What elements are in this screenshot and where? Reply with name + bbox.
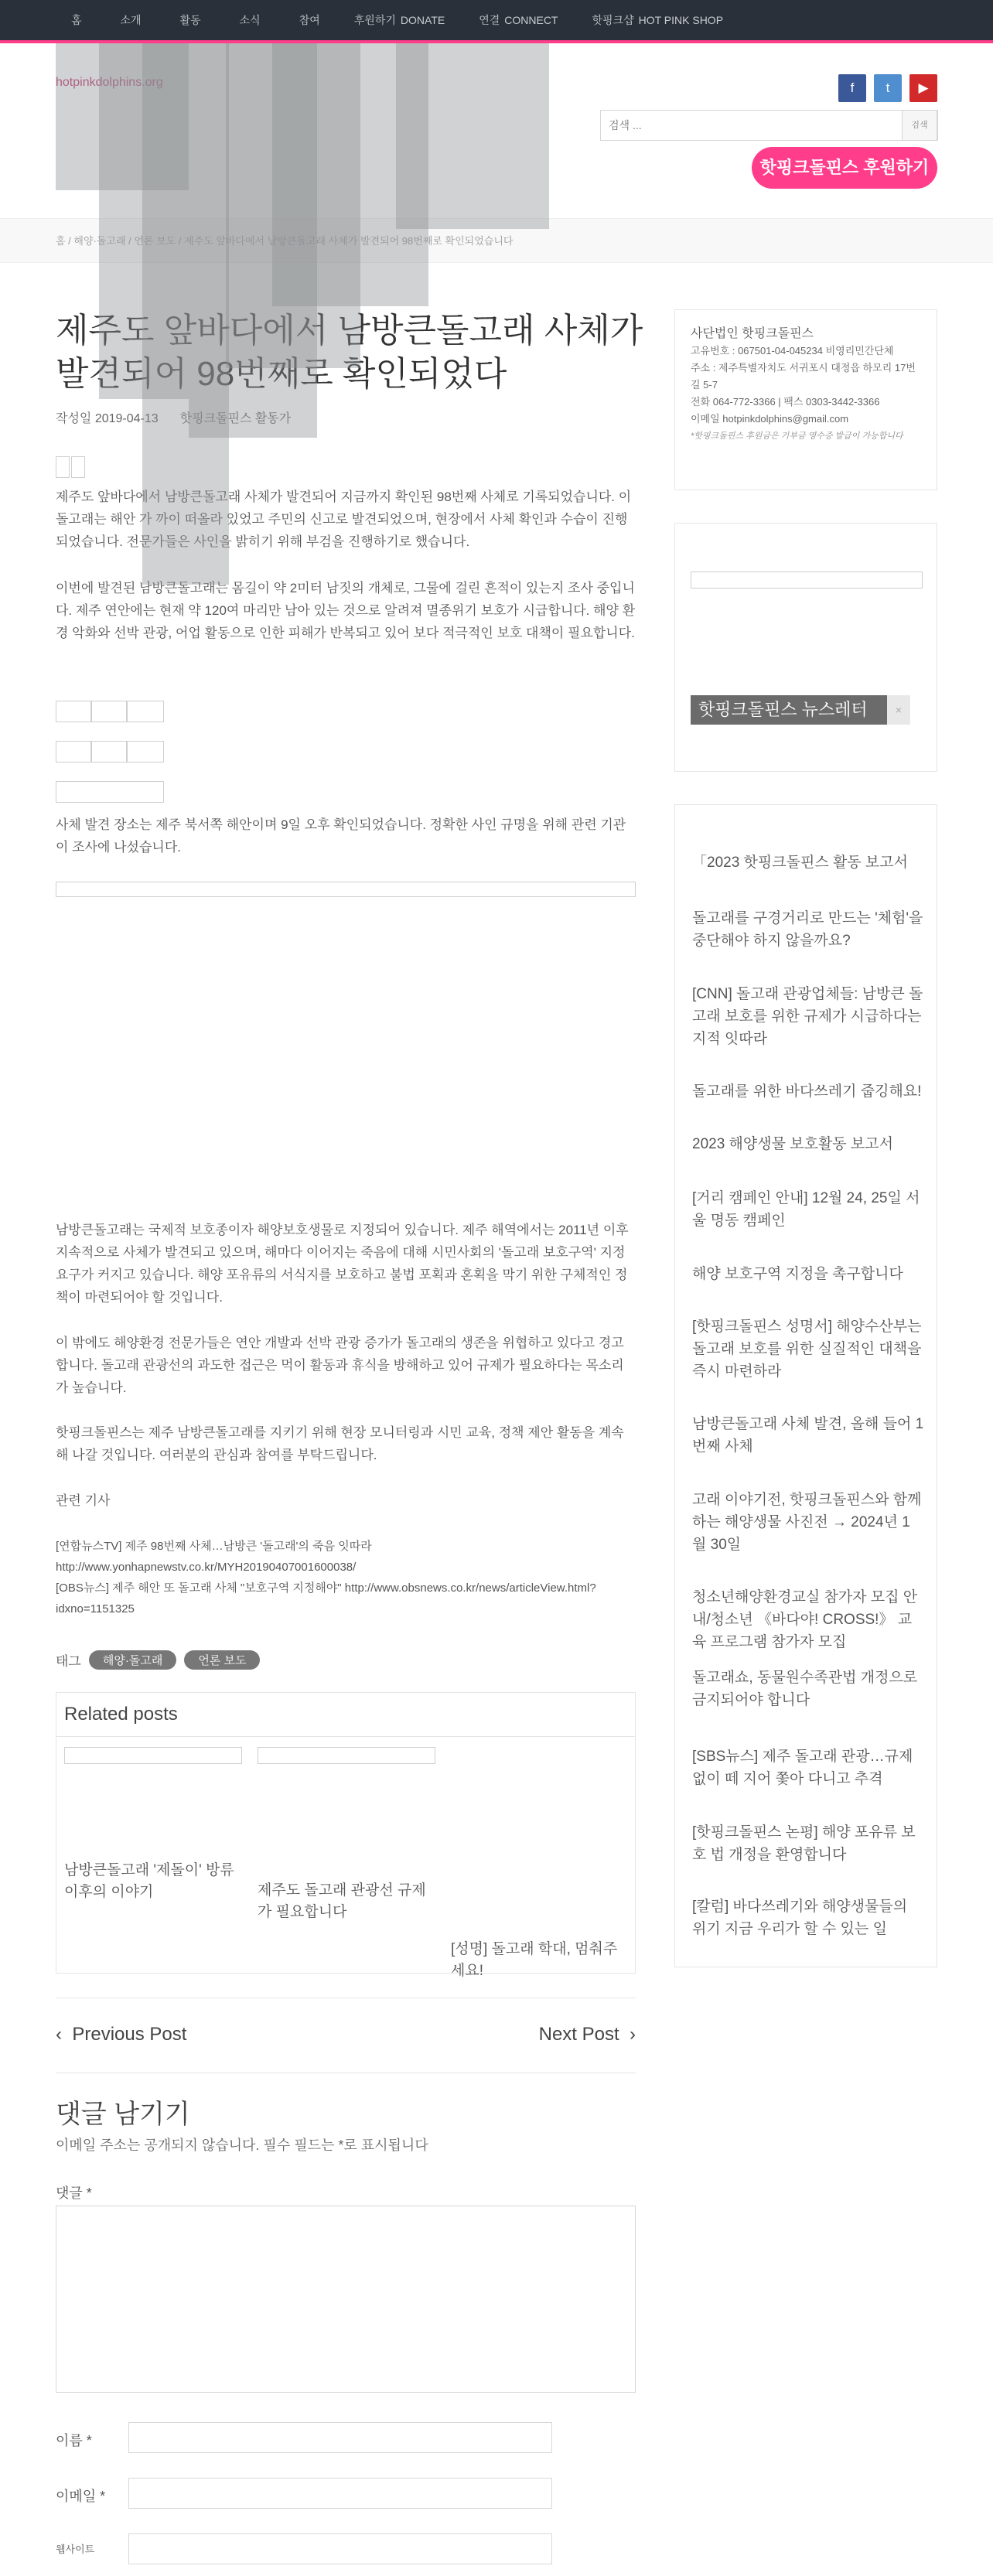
recent-post-link[interactable]: 돌고래쇼, 동물원수족관법 개정으로 금지되어야 합니다 [692, 1670, 918, 1708]
source-link[interactable]: http://www.yonhapnewstv.co.kr/MYH20190407001600038/ [56, 1561, 357, 1574]
related-post-link[interactable]: [성명] 돌고래 학대, 멈춰주세요! [451, 1941, 618, 1979]
post-paragraph: 제주도 앞바다에서 남방큰돌고래 사체가 발견되어 지금까지 확인된 98번째 사체로 기록되었습니다. 이 돌고래는 해안 가 까이 떠올라 있었고 주민의 신고로 발견되었으며, 현장에서 사체 확인과 수습이 진행되었습니다. 전문가들은 사인을 밝히기 위해 부검을 진행하기로 했습니다. [56, 490, 632, 549]
tag-link[interactable]: 해양·돌고래 [89, 1650, 176, 1670]
post-date-label: 작성일 [56, 412, 92, 425]
gallery-image[interactable] [91, 741, 127, 763]
newsletter-widget [674, 523, 937, 772]
tag-link[interactable]: 언론 보도 [184, 1650, 260, 1670]
gallery-image[interactable] [56, 741, 91, 763]
related-post-link[interactable]: 제주도 돌고래 관광선 규제가 필요합니다 [258, 1882, 426, 1920]
overlay-block [396, 43, 549, 229]
youtube-icon[interactable]: ▶ [909, 74, 937, 102]
recent-post-link[interactable]: 남방큰돌고래 사체 발견, 올해 들어 1번째 사체 [692, 1416, 924, 1455]
newsletter-subscribe-button[interactable]: 핫핑크돌핀스 뉴스레터 구독 [691, 695, 887, 725]
recent-post-link[interactable]: 돌고래를 위한 바다쓰레기 줍깅해요! [692, 1083, 922, 1100]
recent-post-link[interactable]: 「2023 핫핑크돌핀스 활동 보고서 [692, 855, 908, 871]
website-label: 웹사이트 [56, 2544, 95, 2555]
twitter-icon[interactable]: t [874, 74, 902, 102]
nav-label: 소식 [239, 14, 261, 26]
newsletter-image [691, 571, 923, 589]
sources-heading: 관련 기사 [56, 1493, 111, 1508]
recent-post-link[interactable]: [거리 캠페인 안내] 12월 24, 25일 서울 명동 캠페인 [692, 1190, 920, 1229]
recent-posts-widget [674, 804, 937, 1967]
recent-post-link[interactable]: 청소년해양환경교실 참가자 모집 안내/청소년 《바다야! CROSS!》 교육 프로그램 참가자 모집 [692, 1589, 918, 1650]
nav-item-shop[interactable] [592, 12, 724, 28]
nav-glyph: 후원하기 [353, 14, 396, 26]
comment-label: 댓글 * [56, 2185, 92, 2201]
org-registration-type: 비영리민간단체 [825, 345, 894, 357]
search-button[interactable]: 검색 [902, 110, 937, 141]
post-image [71, 456, 85, 478]
gallery-image[interactable] [91, 701, 127, 722]
close-icon[interactable]: × [887, 695, 910, 725]
search-box [600, 110, 938, 141]
gallery-image[interactable] [127, 701, 164, 722]
related-post-link[interactable]: 남방큰돌고래 '제돌이' 방류 이후의 이야기 [64, 1862, 234, 1900]
post-paragraph: 핫핑크돌핀스는 제주 남방큰돌고래를 지키기 위해 현장 모니터링과 시민 교육, 정책 제안 활동을 계속해 나갈 것입니다. 여러분의 관심과 참여를 부탁드립니다. [56, 1425, 624, 1462]
related-posts-heading: Related posts [56, 1693, 635, 1737]
email-field[interactable] [128, 2478, 552, 2509]
reply-note: 이메일 주소는 공개되지 않습니다. 필수 필드는 *로 표시됩니다 [56, 2138, 428, 2153]
nav-label: 참여 [299, 14, 320, 26]
nav-item-join[interactable] [295, 12, 320, 28]
post-tags [56, 1650, 260, 1670]
nav-label: 활동 [179, 14, 201, 26]
breadcrumb[interactable]: 홈 / 해양·돌고래 / 언론 보도 / 제주도 앞바다에서 남방큰돌고래 사체가 발견되어 98번째로 확인되었습니다 [56, 235, 514, 247]
post-image [56, 456, 70, 478]
comment-textarea[interactable] [56, 2206, 636, 2393]
logo-alt-text: hotpinkdolphins.org [56, 76, 163, 89]
recent-post-link[interactable]: [핫핑크돌핀스 성명서] 해양수산부는 돌고래 보호를 위한 실질적인 대책을 즉시 마련하라 [692, 1319, 922, 1380]
next-post-label: Next Post [538, 2024, 619, 2045]
org-name: 사단법인 핫핑크돌핀스 [691, 327, 814, 340]
recent-post-link[interactable]: [칼럼] 바다쓰레기와 해양생물들의 위기 지금 우리가 할 수 있는 일 [692, 1899, 908, 1937]
name-label: 이름 * [56, 2433, 92, 2448]
nav-item-news[interactable] [235, 12, 261, 28]
post-main-image [56, 882, 636, 897]
recent-post-link[interactable]: [핫핑크돌핀스 논평] 해양 포유류 보호 법 개정을 환영합니다 [692, 1824, 916, 1863]
nav-glyph: 핫핑크샵 [592, 14, 634, 26]
recent-post-link[interactable]: 돌고래를 구경거리로 만드는 '체험'을 중단해야 하지 않을까요? [692, 910, 923, 949]
post-paragraph: 이 밖에도 해양환경 전문가들은 연안 개발과 선박 관광 증가가 돌고래의 생존을 위협하고 있다고 경고합니다. 돌고래 관광선의 과도한 접근은 먹이 활동과 휴식을 방해하고 있어 규제가 필요하다는 목소리가 높습니다. [56, 1336, 624, 1395]
nav-label: DONATE [400, 14, 445, 26]
previous-post-link[interactable] [56, 2024, 186, 2045]
recent-post-link[interactable]: 2023 해양생물 보호활동 보고서 [692, 1136, 893, 1152]
post-paragraph: 사체 발견 장소는 제주 북서쪽 해안이며 9일 오후 확인되었습니다. 정확한 사인 규명을 위해 관련 기관이 조사에 나섰습니다. [56, 817, 626, 855]
email-label: 이메일 * [56, 2489, 106, 2504]
gallery-image[interactable] [56, 781, 164, 803]
next-post-link[interactable] [539, 2024, 636, 2045]
recent-post-link[interactable]: 고래 이야기전, 핫핑크돌핀스와 함께하는 해양생물 사진전 → 2024년 1월 30일 [692, 1492, 922, 1553]
nav-glyph: 연결 [479, 14, 500, 26]
source-link[interactable]: [OBS뉴스] 제주 해안 또 돌고래 사체 "보호구역 지정해야" http://www.obsnews.co.kr/news/articleView.html?idxno=1151325 [56, 1581, 596, 1616]
social-links [838, 74, 937, 102]
recent-post-link[interactable]: [SBS뉴스] 제주 돌고래 관광…규제 없이 떼 지어 쫓아 다니고 추격 [692, 1749, 913, 1787]
facebook-icon[interactable]: f [838, 74, 866, 102]
donate-button[interactable]: 핫핑크돌핀스 후원하기 [752, 147, 937, 189]
organization-info-widget [674, 309, 937, 490]
org-phone: 전화 064-772-3366 | 팩스 0303-3442-3366 [691, 396, 880, 408]
nav-item-activity[interactable] [176, 12, 201, 28]
nav-label: CONNECT [504, 14, 558, 26]
previous-post-label: Previous Post [72, 2024, 187, 2045]
recent-post-link[interactable]: [CNN] 돌고래 관광업체들: 남방큰 돌고래 보호를 위한 규제가 시급하다는 지적 잇따라 [692, 986, 923, 1047]
post-title: 제주도 앞바다에서 남방큰돌고래 사체가 발견되어 98번째로 확인되었다 [56, 312, 643, 393]
top-navigation [0, 0, 993, 43]
org-registration-number: 고유번호 : 067501-04-045234 [691, 345, 823, 357]
gallery-image[interactable] [56, 701, 91, 722]
post-paragraph: 이번에 발견된 남방큰돌고래는 몸길이 약 2미터 남짓의 개체로, 그물에 걸린 흔적이 있는지 조사 중입니다. 제주 연안에는 현재 약 120여 마리만 남아 있는 것으로 알려져 멸종위기 보호가 시급합니다. 해양 환경 악화와 선박 관광, 어업 활동으로 인한 피해가 반복되고 있어 보다 적극적인 보호 대책이 필요합니다. [56, 581, 636, 640]
nav-label: 홈 [71, 14, 82, 26]
nav-item-about[interactable] [116, 12, 142, 28]
org-note: *핫핑크돌핀스 후원금은 기부금 영수증 발급이 가능합니다 [691, 432, 903, 441]
org-registration [691, 343, 921, 360]
gallery-image[interactable] [127, 741, 164, 763]
related-thumb[interactable] [64, 1747, 242, 1764]
name-field[interactable] [128, 2422, 552, 2453]
org-email[interactable]: 이메일 hotpinkdolphins@gmail.com [691, 413, 849, 425]
nav-item-home[interactable] [67, 12, 82, 28]
org-address: 주소 : 제주특별자치도 서귀포시 대정읍 하모리 17번길 5-7 [691, 362, 916, 391]
reply-title: 댓글 남기기 [56, 2100, 190, 2129]
related-thumb[interactable] [258, 1747, 435, 1764]
source-link[interactable]: [연합뉴스TV] 제주 98번째 사체…남방큰 '돌고래'의 죽음 잇따라 [56, 1540, 372, 1553]
website-field[interactable] [128, 2533, 552, 2564]
tags-label: 태그 [56, 1654, 81, 1669]
search-input[interactable] [600, 110, 938, 141]
nav-item-donate[interactable] [354, 12, 445, 28]
chevron-right-icon: › [630, 2024, 636, 2045]
nav-label: 소개 [120, 14, 142, 26]
related-posts [56, 1692, 636, 1979]
recent-post-link[interactable]: 해양 보호구역 지정을 촉구합니다 [692, 1266, 903, 1282]
nav-label: HOT PINK SHOP [638, 14, 724, 26]
post-date: 2019-04-13 [94, 412, 159, 425]
chevron-left-icon: ‹ [56, 2024, 62, 2045]
post-navigation [56, 2024, 636, 2045]
post-author[interactable]: 핫핑크돌핀스 활동가 [179, 412, 292, 425]
post-paragraph: 남방큰돌고래는 국제적 보호종이자 해양보호생물로 지정되어 있습니다. 제주 해역에서는 2011년 이후 지속적으로 사체가 발견되고 있으며, 해마다 이어지는 죽음에 대해 시민사회의 '돌고래 보호구역' 지정 요구가 커지고 있습니다. 해양 포유류의 서식지를 보호하고 불법 포획과 혼획을 막기 위한 구체적인 정책이 마련되어야 할 것입니다. [56, 1223, 629, 1305]
nav-item-connect[interactable] [479, 12, 558, 28]
